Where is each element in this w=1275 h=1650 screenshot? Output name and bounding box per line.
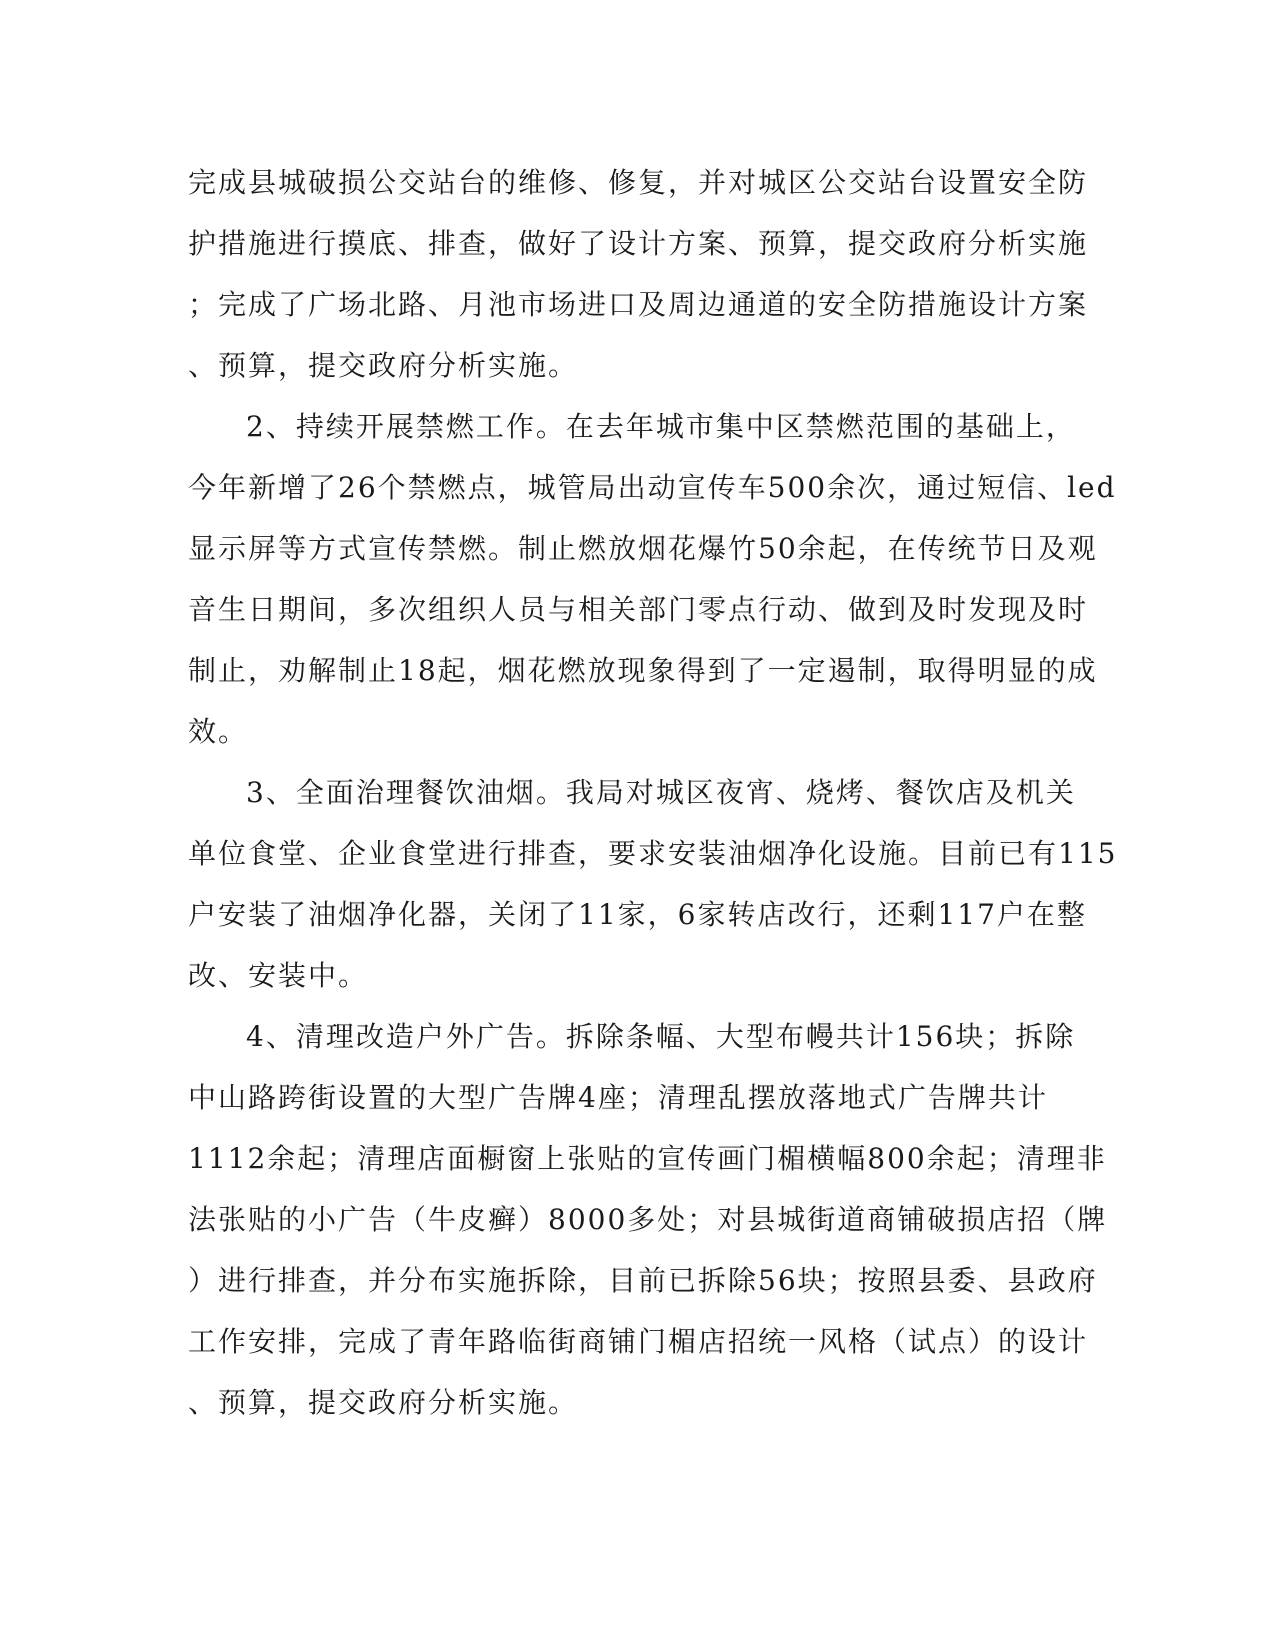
- text-line: ）进行排查，并分布实施拆除，目前已拆除56块；按照县委、县政府: [188, 1264, 1098, 1297]
- text-line: 、预算，提交政府分析实施。: [188, 349, 579, 382]
- text-line: 护措施进行摸底、排查，做好了设计方案、预算，提交政府分析实施: [188, 227, 1089, 260]
- paragraph-bus-stops: [188, 152, 1089, 396]
- text-line: 户安装了油烟净化器，关闭了11家，6家转店改行，还剩117户在整: [188, 898, 1087, 931]
- text-line: 效。: [188, 715, 249, 748]
- text-line: 制止，劝解制止18起，烟花燃放现象得到了一定遏制，取得明显的成: [188, 654, 1098, 687]
- text-line: 中山路跨街设置的大型广告牌4座；清理乱摆放落地式广告牌共计: [188, 1081, 1048, 1114]
- text-line: 1112余起；清理店面橱窗上张贴的宣传画门楣横幅800余起；清理非: [188, 1142, 1107, 1175]
- text-line: 、预算，提交政府分析实施。: [188, 1386, 579, 1419]
- document-body: [188, 152, 1118, 1433]
- text-line: 改、安装中。: [188, 959, 369, 992]
- paragraph-first-line: 2、持续开展禁燃工作。在去年城市集中区禁燃范围的基础上，: [246, 410, 1076, 443]
- text-line: 法张贴的小广告（牛皮癣）8000多处；对县城街道商铺破损店招（牌: [188, 1203, 1108, 1236]
- paragraph-cooking-fumes: [188, 762, 1118, 1006]
- text-line: 显示屏等方式宣传禁燃。制止燃放烟花爆竹50余起，在传统节日及观: [188, 532, 1098, 565]
- text-line: 完成县城破损公交站台的维修、修复，并对城区公交站台设置安全防: [188, 166, 1089, 199]
- paragraph-first-line: 4、清理改造户外广告。拆除条幅、大型布幔共计156块；拆除: [246, 1020, 1076, 1053]
- text-line: 音生日期间，多次组织人员与相关部门零点行动、做到及时发现及时: [188, 593, 1089, 626]
- text-line: 单位食堂、企业食堂进行排查，要求安装油烟净化设施。目前已有115: [188, 837, 1118, 870]
- text-line: 工作安排，完成了青年路临街商铺门楣店招统一风格（试点）的设计: [188, 1325, 1089, 1358]
- paragraph-first-line: 3、全面治理餐饮油烟。我局对城区夜宵、烧烤、餐饮店及机关: [246, 776, 1076, 809]
- paragraph-outdoor-ads: [188, 1006, 1108, 1433]
- text-line: 今年新增了26个禁燃点，城管局出动宣传车500余次，通过短信、led: [188, 471, 1117, 504]
- paragraph-firework-ban: [188, 396, 1117, 762]
- text-line: ；完成了广场北路、月池市场进口及周边通道的安全防措施设计方案: [188, 288, 1089, 321]
